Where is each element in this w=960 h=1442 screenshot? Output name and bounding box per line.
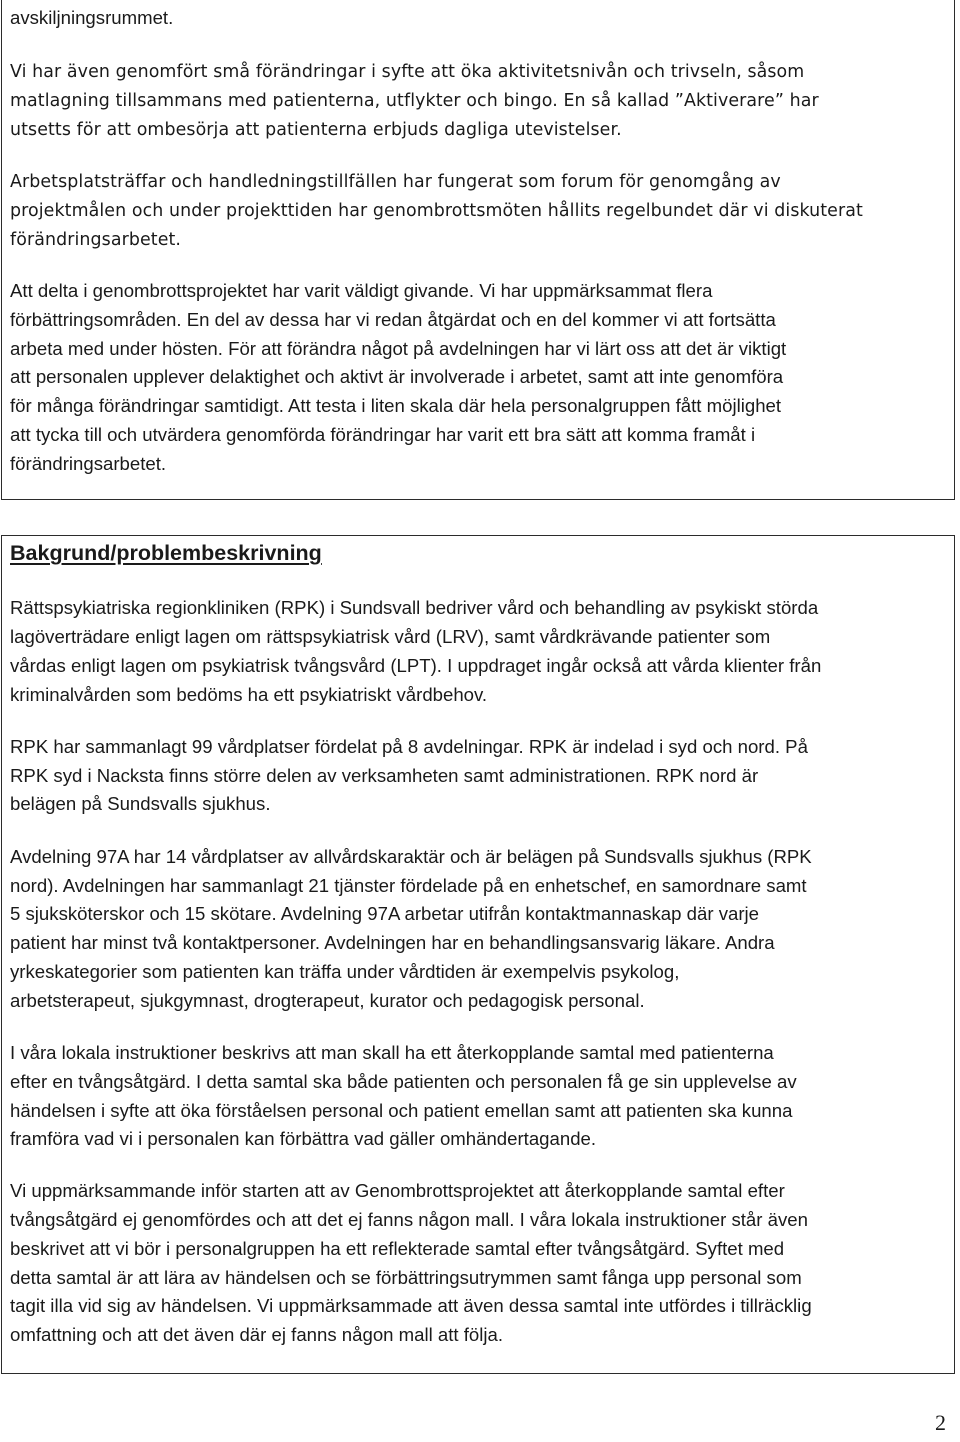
noticed-line-6: omfattning och att det även där ej fanns någon mall att följa. bbox=[10, 1324, 504, 1345]
activities-line-1: Vi har även genomfört små förändringar i syfte att öka aktivitetsnivån och trivseln, såsom bbox=[10, 62, 805, 82]
rewarding-line-6: att tycka till och utvärdera genomförda förändringar har varit ett bra sätt att komma framåt i bbox=[10, 424, 756, 445]
instructions-line-3: händelsen i syfte att öka förståelsen personal och patient emellan samt att patienten ska kunna bbox=[10, 1100, 793, 1121]
activities-line-2: matlagning tillsammans med patienterna, utflykter och bingo. En så kallad ”Aktiverare” har bbox=[10, 91, 819, 111]
noticed-line-4: detta samtal är att lära av händelsen och se förbättringsutrymmen samt fånga upp personal som bbox=[10, 1267, 802, 1288]
ward-line-2: nord). Avdelningen har sammanlagt 21 tjänster fördelade på en enhetschef, en samordnare samt bbox=[10, 875, 807, 896]
ward-line-6: arbetsterapeut, sjukgymnast, drogterapeut, kurator och pedagogisk personal. bbox=[10, 990, 645, 1011]
rewarding-line-1: Att delta i genombrottsprojektet har varit väldigt givande. Vi har uppmärksammat flera bbox=[10, 280, 713, 301]
rewarding-line-2: förbättringsområden. En del av dessa har vi redan åtgärdat och en del kommer vi att fortsätta bbox=[10, 309, 776, 330]
activities-line-3: utsetts för att ombesörja att patienterna erbjuds dagliga utevistelser. bbox=[10, 120, 622, 140]
rewarding-line-7: förändringsarbetet. bbox=[10, 453, 167, 474]
instructions-line-4: framföra vad vi i personalen kan förbättra vad gäller omhändertagande. bbox=[10, 1128, 597, 1149]
noticed-line-1: Vi uppmärksammande inför starten att av Genombrottsprojektet att återkopplande samtal efter bbox=[10, 1180, 785, 1201]
ward-line-3: 5 sjuksköterskor och 15 skötare. Avdelning 97A arbetar utifrån kontaktmannaskap där varje bbox=[10, 903, 759, 924]
rewarding-line-5: för många förändringar samtidigt. Att testa i liten skala där hela personalgruppen fått möjlighet bbox=[10, 395, 782, 416]
beds-line-2: RPK syd i Nacksta finns större delen av verksamheten samt administrationen. RPK nord är bbox=[10, 765, 759, 786]
beds-line-3: belägen på Sundsvalls sjukhus. bbox=[10, 793, 271, 814]
instructions-line-1: I våra lokala instruktioner beskrivs att man skall ha ett återkopplande samtal med patienterna bbox=[10, 1042, 774, 1063]
meetings-line-1: Arbetsplatsträffar och handledningstillfällen har fungerat som forum för genomgång av bbox=[10, 172, 781, 192]
intro-line: avskiljningsrummet. bbox=[10, 7, 174, 28]
rewarding-line-4: att personalen upplever delaktighet och aktivt är involverade i arbetet, samt att inte genomföra bbox=[10, 366, 784, 387]
instructions-line-2: efter en tvångsåtgärd. I detta samtal ska både patienten och personalen få ge sin upplevelse av bbox=[10, 1071, 797, 1092]
beds-line-1: RPK har sammanlagt 99 vårdplatser fördelat på 8 avdelningar. RPK är indelad i syd och nord. På bbox=[10, 736, 808, 757]
rewarding-line-3: arbeta med under hösten. För att förändra något på avdelningen har vi lärt oss att det är viktigt bbox=[10, 338, 787, 359]
rpk-line-4: kriminalvården som bedöms ha ett psykiatriskt vårdbehov. bbox=[10, 684, 488, 705]
rpk-line-1: Rättspsykiatriska regionkliniken (RPK) i Sundsvall bedriver vård och behandling av psykiskt störda bbox=[10, 597, 819, 618]
noticed-line-5: tagit illa vid sig av händelsen. Vi uppmärksammade att även dessa samtal inte utfördes i tillräcklig bbox=[10, 1295, 812, 1316]
meetings-line-2: projektmålen och under projekttiden har genombrottsmöten hållits regelbundet där vi diskuterat bbox=[10, 201, 863, 221]
ward-line-5: yrkeskategorier som patienten kan träffa under vårdtiden är exempelvis psykolog, bbox=[10, 961, 680, 982]
section-heading: Bakgrund/problembeskrivning bbox=[10, 541, 322, 565]
page-number: 2 bbox=[935, 1410, 946, 1435]
noticed-line-2: tvångsåtgärd ej genomfördes och att det ej fanns någon mall. I våra lokala instruktioner står även bbox=[10, 1209, 808, 1230]
rpk-line-3: vårdas enligt lagen om psykiatrisk tvångsvård (LPT). I uppdraget ingår också att vårda klienter från bbox=[10, 655, 822, 676]
ward-line-4: patient har minst två kontaktpersoner. Avdelningen har en behandlingsansvarig läkare. Andra bbox=[10, 932, 775, 953]
noticed-line-3: beskrivet att vi bör i personalgruppen ha ett reflekterade samtal efter tvångsåtgärd. Syftet med bbox=[10, 1238, 785, 1259]
ward-line-1: Avdelning 97A har 14 vårdplatser av allvårdskaraktär och är belägen på Sundsvalls sjukhus (RPK bbox=[10, 846, 812, 867]
meetings-line-3: förändringsarbetet. bbox=[10, 230, 182, 250]
rpk-line-2: lagöverträdare enligt lagen om rättspsykiatrisk vård (LRV), samt vårdkrävande patienter som bbox=[10, 626, 771, 647]
